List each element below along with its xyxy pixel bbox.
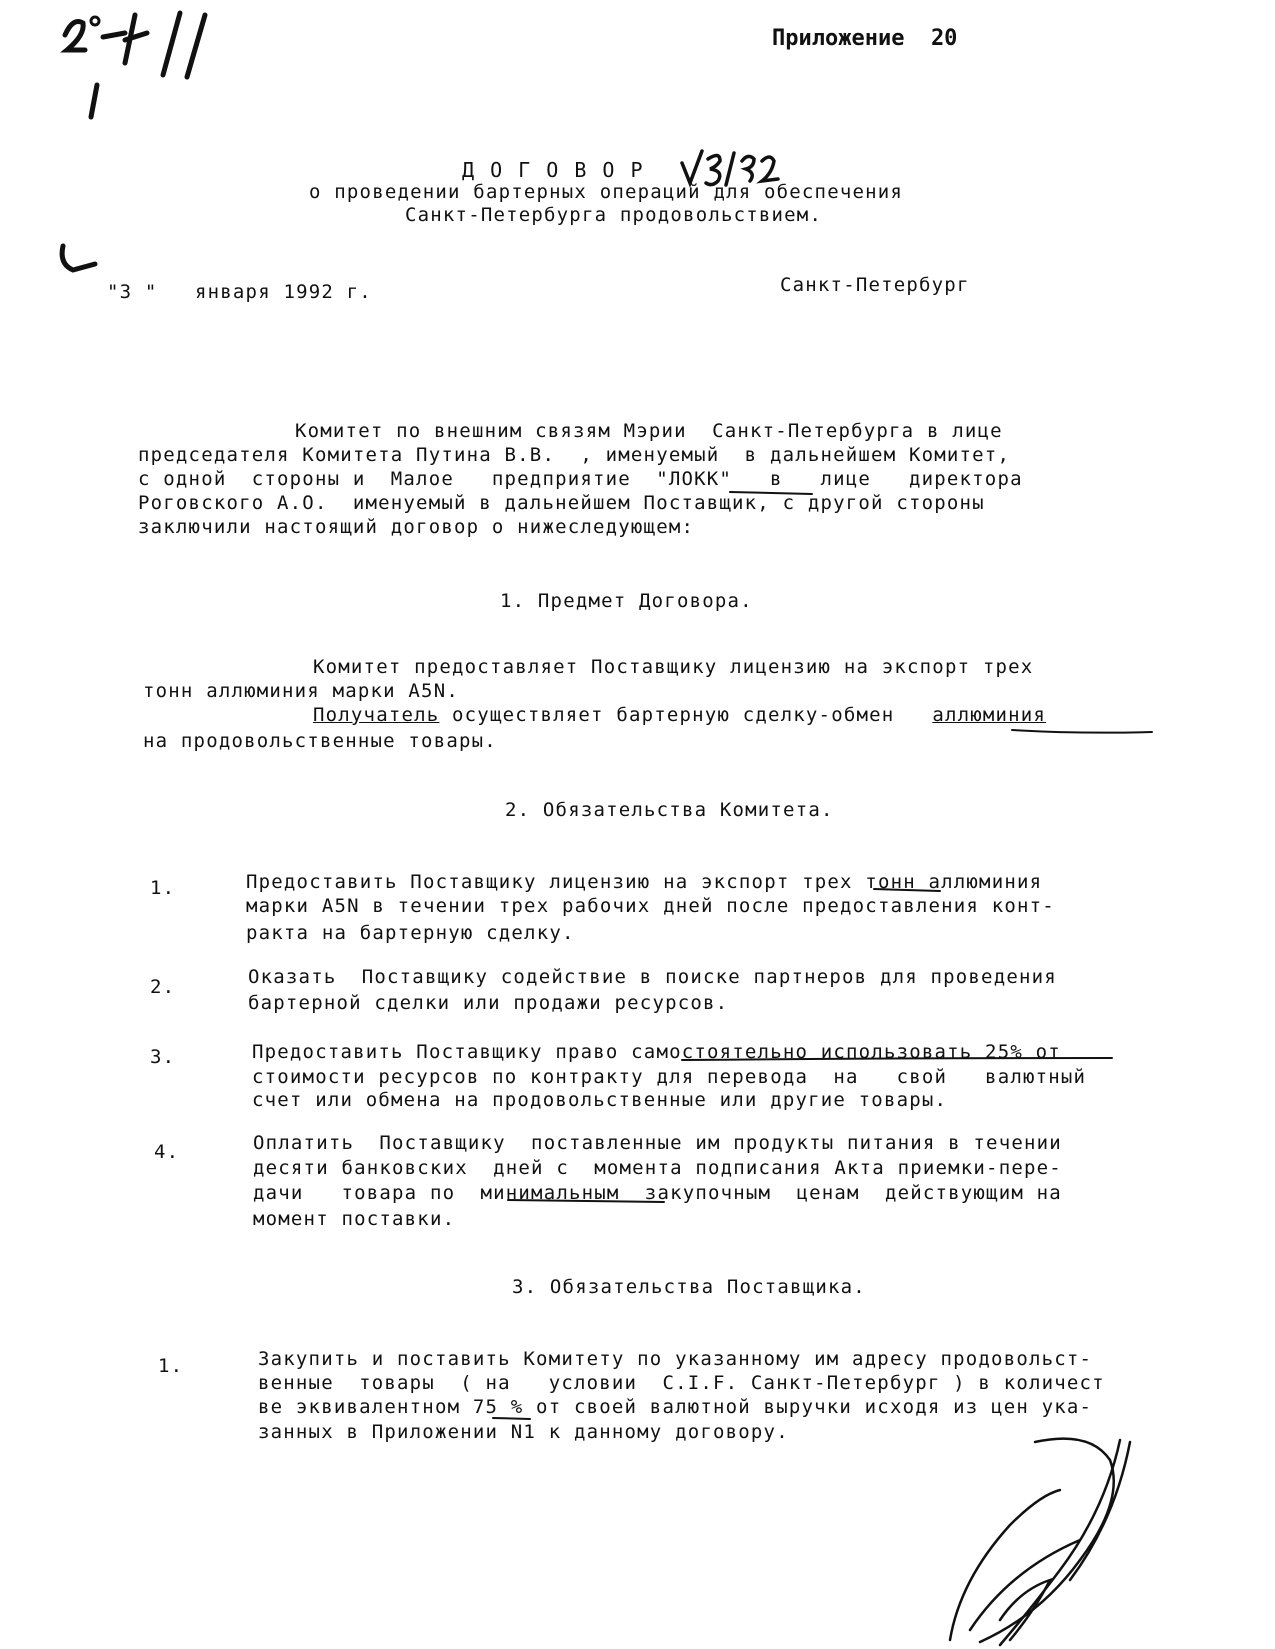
title-line-1: о проведении бартерных операций для обеспечения (309, 181, 904, 203)
underlined-recipient: Получатель (313, 704, 440, 726)
section-2-item-3-num: 3. (150, 1046, 176, 1068)
section-3-item-1-line-3: ве эквивалентном 75 % от своей валютной выручки исходя из цен ука- (258, 1396, 1093, 1418)
section-2-item-4-num: 4. (154, 1141, 180, 1163)
section-2-item-2-line-1: Оказать Поставщику содействие в поиске партнеров для проведения (248, 966, 1057, 988)
section-3-item-1-line-4: занных в Приложении N1 к данному договору. (258, 1421, 789, 1443)
section-2-item-3-line-3: счет или обмена на продовольственные или другие товары. (252, 1089, 948, 1111)
section-1-p2-line2: на продовольственные товары. (143, 730, 497, 752)
section-2-item-1-line-3: ракта на бартерную сделку. (246, 922, 575, 944)
section-3-item-1-line-2: венные товары ( на условии C.I.F. Санкт-Петербург ) в количест (258, 1372, 1105, 1394)
appendix-label: Приложение 20 (772, 26, 958, 51)
preamble-line-1: Комитет по внешним связям Мэрии Санкт-Петербурга в лице (295, 420, 1003, 442)
section-1-p2-line1: Получатель осуществляет бартерную сделку-обмен аллюминия (313, 704, 1047, 726)
section-1-p1-line2: тонн аллюминия марки А5N. (143, 680, 459, 702)
section-2-item-3-line-1: Предоставить Поставщику право самостоятельно использовать 25% от (252, 1041, 1061, 1063)
date-day: "3 " (107, 281, 158, 303)
preamble-line-2: председателя Комитета Путина В.В. , именуемый в дальнейшем Комитет, (138, 444, 1011, 466)
preamble-line-4: Роговского А.О. именуемый в дальнейшем Поставщик, с другой стороны (138, 492, 985, 514)
contract-heading: Д О Г О В О Р (462, 158, 645, 182)
section-2-heading: 2. Обязательства Комитета. (505, 799, 834, 821)
section-2-item-2-num: 2. (150, 976, 176, 998)
section-2-item-4-line-4: момент поставки. (253, 1208, 456, 1230)
section-3-item-1-line-1: Закупить и поставить Комитету по указанному им адресу продовольст- (258, 1348, 1093, 1370)
section-2-item-4-line-2: десяти банковских дней с момента подписания Акта приемки-пере- (253, 1157, 1062, 1179)
section-2-item-1-line-2: марки А5N в течении трех рабочих дней после предоставления конт- (246, 895, 1055, 917)
handwritten-signature (940, 1430, 1160, 1649)
section-1-heading: 1. Предмет Договора. (500, 590, 753, 612)
section-2-item-3-line-2: стоимости ресурсов по контракту для перевода на свой валютный (252, 1066, 1087, 1088)
section-2-item-1-line-1: Предоставить Поставщику лицензию на экспорт трех тонн аллюминия (246, 871, 1043, 893)
section-2-item-4-line-3: дачи товара по минимальным закупочным ценам действующим на (253, 1182, 1062, 1204)
section-1-p1-line1: Комитет предоставляет Поставщику лицензию на экспорт трех (313, 656, 1034, 678)
city: Санкт-Петербург (780, 274, 970, 296)
section-3-item-1-num: 1. (158, 1355, 184, 1377)
preamble-line-5: заключили настоящий договор о нижеследующем: (138, 516, 695, 538)
section-3-heading: 3. Обязательства Поставщика. (512, 1276, 866, 1298)
section-2-item-1-num: 1. (150, 877, 176, 899)
date-month-year: января 1992 г. (195, 281, 372, 303)
section-2-item-4-line-1: Оплатить Поставщику поставленные им продукты питания в течении (253, 1132, 1062, 1154)
title-line-2: Санкт-Петербурга продовольствием. (405, 204, 823, 226)
underlined-aluminium: аллюминия (932, 704, 1047, 726)
preamble-line-3: с одной стороны и Малое предприятие "ЛОКК" в лице директора (138, 468, 1023, 490)
section-2-item-2-line-2: бартерной сделки или продажи ресурсов. (248, 992, 729, 1014)
